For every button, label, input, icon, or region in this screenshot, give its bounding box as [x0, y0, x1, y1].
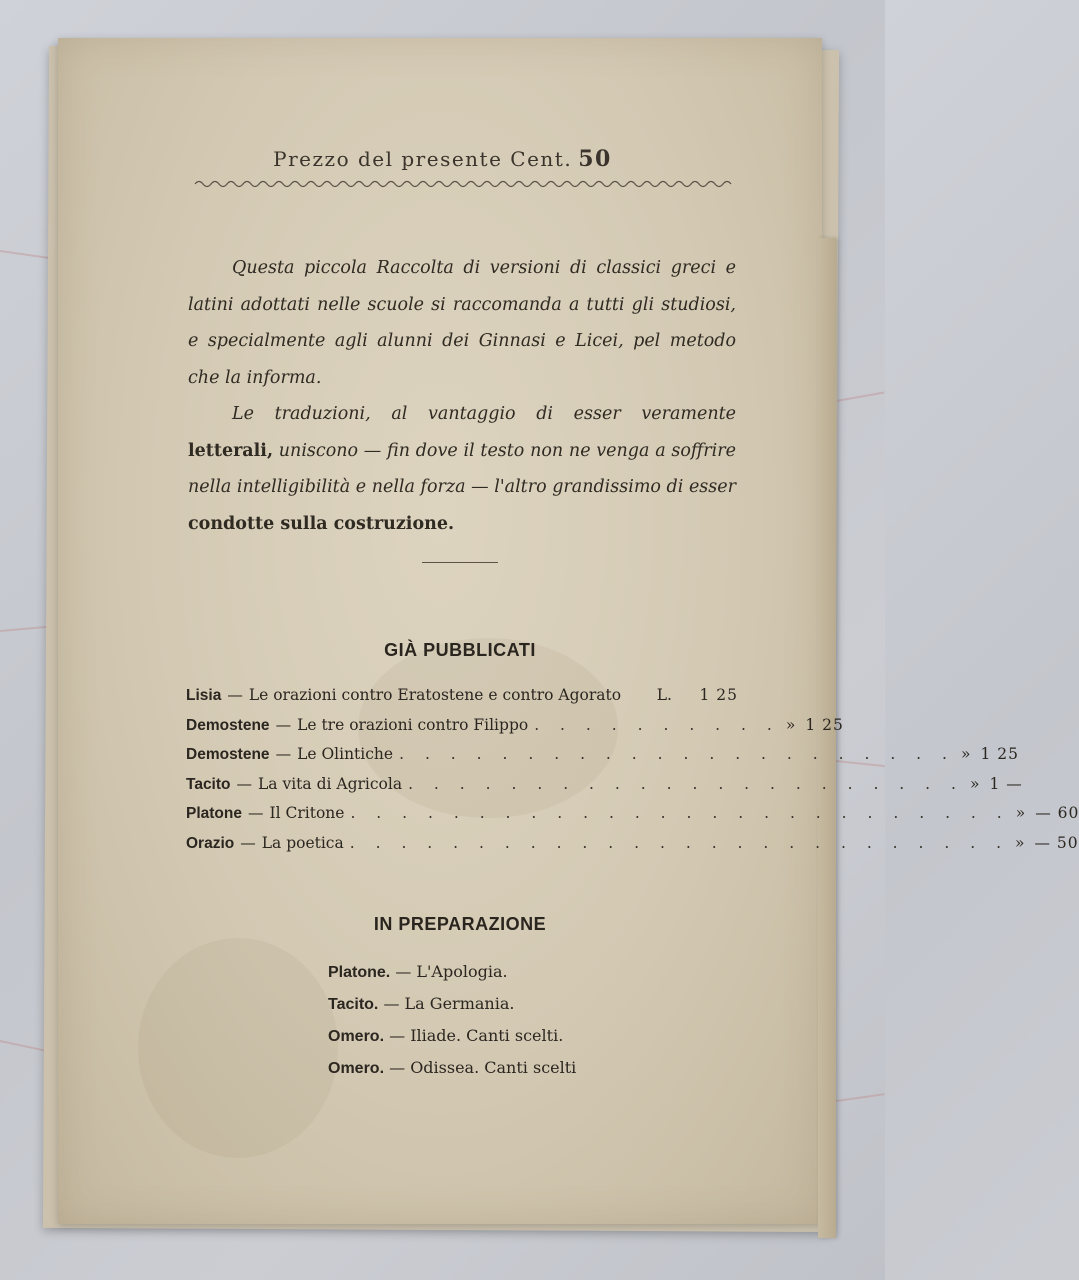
leader-dots: . . . . . . . . . . . . . . . . . . . . . . [408, 774, 964, 793]
published-currency: L. [656, 686, 672, 704]
intro-p2-bold-2: condotte sulla costruzione. [188, 513, 455, 534]
published-item [186, 804, 1079, 834]
preparation-list [328, 962, 668, 1090]
marble-vein [0, 626, 50, 632]
published-currency: » [960, 745, 971, 763]
published-item [186, 745, 1019, 775]
published-author: Orazio [186, 834, 235, 852]
preparation-item: Tacito. — La Germania. [328, 994, 515, 1013]
price-label: Prezzo del presente Cent. [273, 147, 573, 171]
published-price: 1 — [989, 774, 1023, 793]
page-spine-edge [818, 238, 836, 1238]
published-author: Demostene [186, 716, 270, 734]
marble-vein [836, 1093, 885, 1102]
preparation-heading: IN PREPARAZIONE [373, 914, 547, 934]
preparation-title: Iliade. Canti scelti. [410, 1026, 564, 1045]
published-price: 1 25 [699, 686, 738, 704]
marble-vein [836, 392, 885, 402]
published-author: Lisia [186, 687, 222, 704]
dash: — [240, 833, 256, 852]
intro-p2-bold-1: letterali, [188, 440, 274, 461]
leader-dots: . . . . . . . . . . [534, 715, 780, 734]
dash: — [275, 745, 292, 763]
published-title: La vita di Agricola [258, 774, 403, 793]
preparation-item: Platone. — L'Apologia. [328, 962, 508, 981]
published-item [186, 774, 1023, 805]
published-item [186, 715, 844, 746]
intro-text [188, 250, 736, 542]
leader-dots: . . . . . . . . . . . . . . . . . . . . . . [399, 745, 955, 763]
published-item [186, 833, 1079, 864]
preparation-title: La Germania. [404, 994, 515, 1013]
published-title: Il Critone [269, 804, 345, 822]
short-divider [422, 562, 498, 563]
intro-p2-part-b: uniscono — fin dove il testo non ne venga a soffrire nella intelligibilità e nella forza — l'altro grandissimo di esser [188, 440, 736, 497]
published-price: — 50 [1034, 833, 1079, 852]
leader-dots: . . . . . . . . . . . . . . . . . . . . . . . . . . [349, 833, 1010, 852]
published-title: La poetica [261, 833, 344, 852]
preparation-item: Omero. — Odissea. Canti scelti [328, 1058, 577, 1077]
dash: — [275, 715, 292, 734]
wavy-divider [195, 178, 725, 190]
published-heading: GIÀ PUBBLICATI [384, 640, 536, 660]
published-currency: » [969, 774, 980, 793]
published-list [186, 686, 1079, 863]
published-currency: » [1015, 833, 1025, 852]
published-title: Le tre orazioni contro Filippo [297, 715, 529, 734]
published-price: 1 25 [980, 745, 1019, 763]
published-item [186, 686, 738, 716]
price-value: 50 [578, 146, 612, 172]
leader-dots: . . . . . . . . . . . . . . . . . . . . . . . . . . [350, 804, 1010, 822]
published-author: Platone [186, 805, 242, 822]
published-price: 1 25 [805, 715, 844, 734]
intro-p2-part-a: Le traduzioni, al vantaggio di esser veramente [232, 404, 736, 424]
published-author: Demostene [186, 746, 270, 763]
preparation-author: Platone. [328, 964, 391, 981]
published-price: — 60 [1035, 804, 1079, 822]
preparation-author: Omero. [328, 1060, 385, 1077]
dash: — [227, 686, 243, 704]
paper-stain [138, 938, 338, 1158]
preparation-title: L'Apologia. [416, 962, 508, 981]
published-author: Tacito [186, 775, 231, 793]
published-title: Le Olintiche [297, 745, 394, 763]
price-header [0, 146, 885, 172]
preparation-title: Odissea. Canti scelti [410, 1058, 577, 1077]
published-title: Le orazioni contro Eratostene e contro Agorato [248, 686, 622, 704]
intro-paragraph-1: Questa piccola Raccolta di versioni di classici greci e latini adottati nelle scuole si raccomanda a tutti gli studiosi, e specialmente agli alunni dei Ginnasi e Licei, pel metodo che la informa. [188, 258, 736, 388]
preparation-author: Tacito. [328, 996, 379, 1013]
published-currency: » [785, 715, 796, 734]
intro-paragraph-2 [188, 396, 736, 542]
dash: — [236, 774, 252, 793]
dash: — [247, 804, 264, 822]
preparation-author: Omero. [328, 1028, 385, 1045]
published-currency: » [1015, 804, 1026, 822]
preparation-item: Omero. — Iliade. Canti scelti. [328, 1026, 564, 1045]
